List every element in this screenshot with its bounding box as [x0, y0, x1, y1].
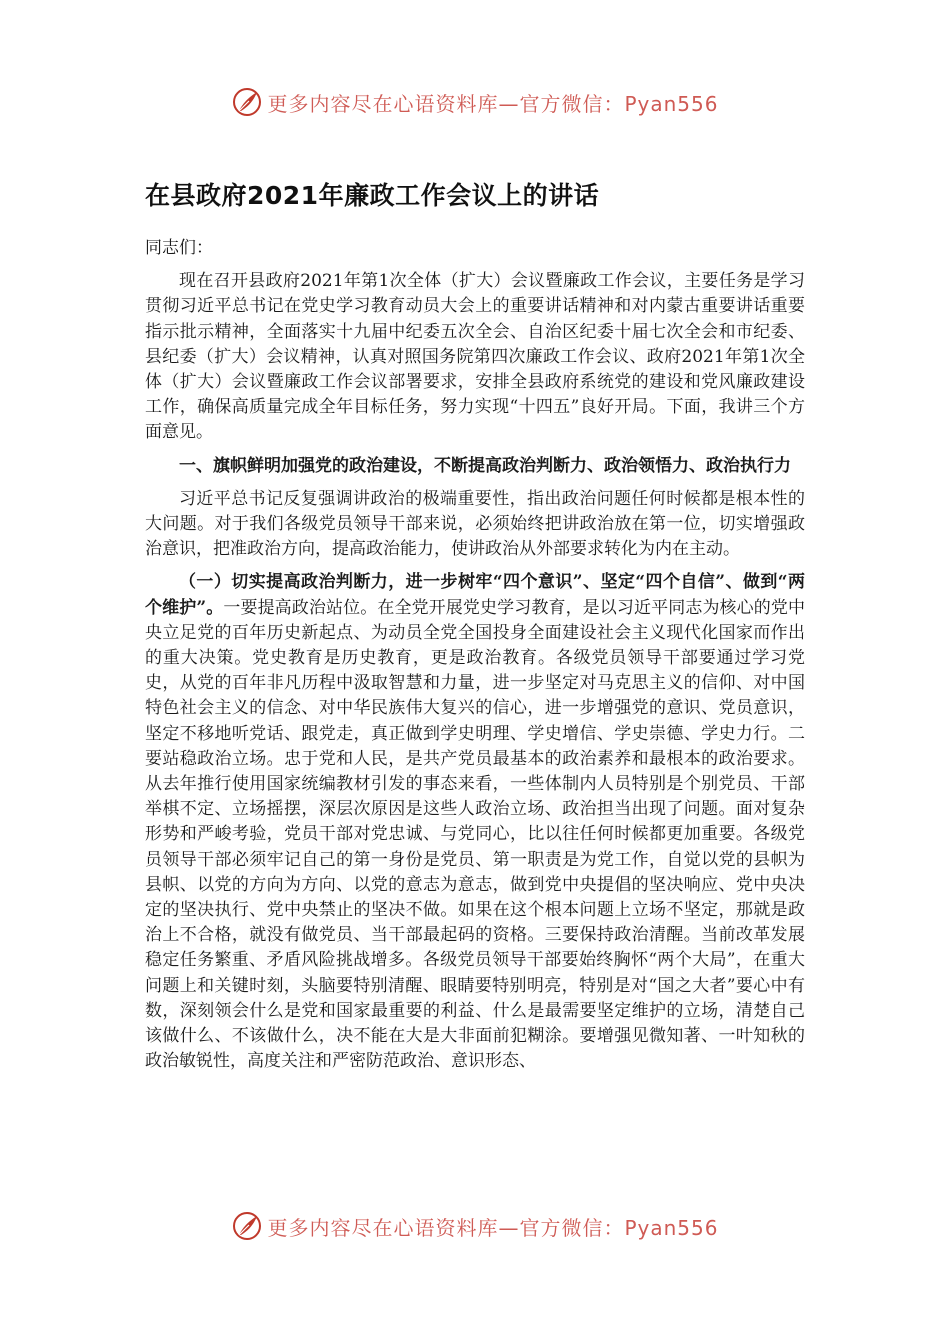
document-title: 在县政府2021年廉政工作会议上的讲话 [145, 181, 600, 210]
section-1-intro: 习近平总书记反复强调讲政治的极端重要性，指出政治问题任何时候都是根本性的大问题。对于我们各级党员领导干部来说，必须始终把讲政治放在第一位，切实增强政治意识，把准政治方向，提高政治能力，使讲政治从外部要求转化为内在主动。 [145, 488, 805, 560]
section-1-heading: 一、旗帜鲜明加强党的政治建设，不断提高政治判断力、政治领悟力、政治执行力 [179, 455, 791, 476]
greeting: 同志们： [145, 238, 213, 258]
footer-banner [0, 1206, 950, 1246]
header-banner-text: 更多内容尽在心语资料库—官方微信：Pyan556 [267, 91, 719, 116]
subsection-1-heading: （一）切实提高政治判断力，进一步树牢“四个意识”、坚定“四个自信”、做到“两个维护”。 [145, 572, 805, 618]
header-banner [0, 82, 950, 122]
subsection-1-paragraph [145, 570, 805, 1074]
document-body [145, 178, 805, 1075]
subsection-1-body: 一要提高政治站位。在全党开展党史学习教育，是以习近平同志为核心的党中央立足党的百年历史新起点、为动员全党全国投身全面建设社会主义现代化国家而作出的重大决策。党史教育是历史教育，更是政治教育。各级党员领导干部要通过学习党史，从党的百年非凡历程中汲取智慧和力量，进一步坚定对马克思主义的信仰、对中国特色社会主义的信念、对中华民族伟大复兴的信心，进一步增强党的意识、党员意识，坚定不移地听党话、跟党走，真正做到学史明理、学史增信、学史崇德、学史力行。二要站稳政治立场。忠于党和人民，是共产党员最基本的政治素养和最根本的政治要求。从去年推行使用国家统编教材引发的事态来看，一些体制内人员特别是个别党员、干部举棋不定、立场摇摆，深层次原因是这些人政治立场、政治担当出现了问题。面对复杂形势和严峻考验，党员干部对党忠诚、与党同心，比以往任何时候都更加重要。各级党员领导干部必须牢记自己的第一身份是党员、第一职责是为党工作，自觉以党的县帜为县帜、以党的方向为方向、以党的意志为意志，做到党中央提倡的坚决响应、党中央决定的坚决执行、党中央禁止的坚决不做。如果在这个根本问题上立场不坚定，那就是政治上不合格，就没有做党员、当干部最起码的资格。三要保持政治清醒。当前改革发展稳定任务繁重、矛盾风险挑战增多。各级党员领导干部要始终胸怀“两个大局”，在重大问题上和关键时刻，头脑要特别清醒、眼睛要特别明亮，特别是对“国之大者”要心中有数，深刻领会什么是党和国家最重要的利益、什么是最需要坚定维护的立场，清楚自己该做什么、不该做什么，决不能在大是大非面前犯糊涂。要增强见微知著、一叶知秋的政治敏锐性，高度关注和严密防范政治、意识形态、 [145, 597, 806, 1072]
footer-banner-text: 更多内容尽在心语资料库—官方微信：Pyan556 [267, 1215, 719, 1240]
intro-paragraph: 现在召开县政府2021年第1次全体（扩大）会议暨廉政工作会议，主要任务是学习贯彻习近平总书记在党史学习教育动员大会上的重要讲话精神和对内蒙古重要讲话重要指示批示精神，全面落实十九届中纪委五次全会、自治区纪委十届七次全会和市纪委、县纪委（扩大）会议精神，认真对照国务院第四次廉政工作会议、政府2021年第1次全体（扩大）会议暨廉政工作会议部署要求，安排全县政府系统党的建设和党风廉政建设工作，确保高质量完成全年目标任务，努力实现“十四五”良好开局。下面，我讲三个方面意见。 [145, 271, 805, 443]
quill-logo-icon [231, 86, 263, 118]
quill-logo-icon [231, 1210, 263, 1242]
